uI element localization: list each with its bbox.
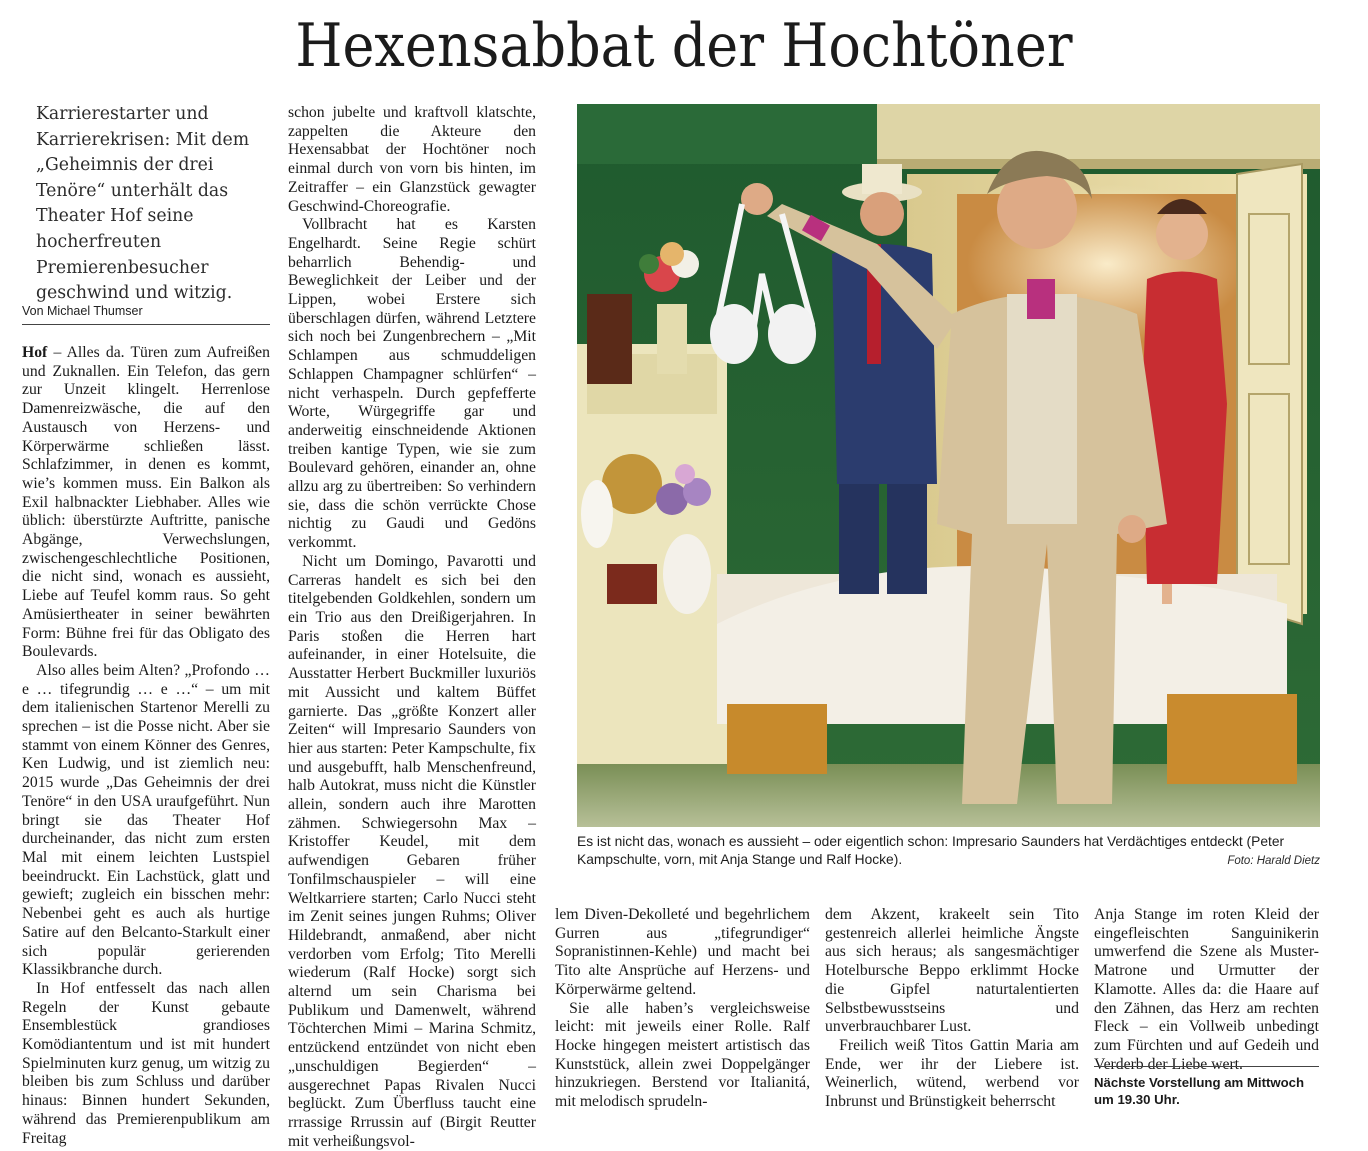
paragraph xyxy=(22,344,270,662)
photo-caption: Es ist nicht das, wonach es aussieht – oder eigentlich schon: Impresario Saunders hat Verdächtiges entdeckt (Peter Kampschulte, vorn, mit Anja Stange und Ralf Hocke). xyxy=(577,834,1285,867)
paragraph: Anja Stange im roten Kleid der eingefleischten Sanguinikerin umwerfend die Szene als Muster-Matrone und Urmutter der Klamotte. Alles da: die Haare auf den Zähnen, das Herz am rechten Fleck – ein Vollweib unbedingt zum Fürchten und auf Gedeih und Verderb der Liebe wert. xyxy=(1094,906,1319,1073)
stage-photo xyxy=(577,104,1320,827)
paragraph: lem Diven-Dekolleté und begehrlichem Gurren aus „tifegrundiger“ Sopranistinnen-Kehle) und macht bei Tito alte Ansprüche auf Herzens- und Körperwärme geltend. xyxy=(555,906,810,998)
next-performance-note: Nächste Vorstellung am Mittwoch um 19.30 Uhr. xyxy=(1094,1066,1319,1108)
column-1 xyxy=(22,344,270,1148)
paragraph: schon jubelte und kraftvoll klatschte, zappelten die Akteure den Hexensabbat der Hochtöner noch einmal durch von vorn bis hinten, im Zeitraffer – ein Glanzstück gewagter Geschwind-Choreografie. xyxy=(288,104,536,215)
paragraph: Sie alle haben’s vergleichsweise leicht: mit jeweils einer Rolle. Ralf Hocke hingegen meistert artistisch das Kunststück, allein zwei Doppelgänger hinzukriegen. Berstend vor Italianitá, mit melodisch sprudeln- xyxy=(555,999,810,1111)
column-4 xyxy=(825,906,1079,1112)
photo-credit: Foto: Harald Dietz xyxy=(1227,855,1320,867)
dateline: Hof xyxy=(22,344,48,361)
paragraph: Vollbracht hat es Karsten Engelhardt. Seine Regie schürt beharrlich Behendig- und Beweglichkeit der Leiber und der Lippen, wobei Erstere sich überschlagen dürfen, während Letztere sich noch bei Zungenbrechern – „Mit Schlampen aus schmuddeligen Schlappen Champagner schlürfen“ – nicht verhaspeln. Durch gepfefferte Worte, Würgegriffe gar und anderweitig einschneidende Aktionen treiben kantige Typen, wie sie zum Boulevard gehören, einander an, ohne allzu arg zu übertreiben: So verhindern sie, dass die schön verrückte Chose nichtig zu Gaudi und Gedöns verkommt. xyxy=(288,216,536,552)
headline: Hexensabbat der Hochtöner xyxy=(295,11,1073,81)
paragraph: In Hof entfesselt das nach allen Regeln der Kunst gebaute Ensemblestück grandioses Komödiantentum und ist mit hundert Spielminuten kurz genug, um witzig zu bleiben bis zum Schluss und darüber hinaus: Binnen hundert Sekunden, während das Premierenpublikum am Freitag xyxy=(22,979,270,1147)
paragraph: dem Akzent, krakeelt sein Tito gestenreich allerlei heimliche Ängste aus sich heraus; als sangesmächtiger Hotelbursche Beppo erklimmt Hocke die Gipfel naturtalentierten Selbstbewusstseins und unverbrauchbarer Lust. xyxy=(825,906,1079,1036)
paragraph: Nicht um Domingo, Pavarotti und Carreras handelt es sich bei den titelgebenden Goldkehlen, sondern um ein Trio aus den Dreißigerjahren. In Paris stoßen die Herren hart aufeinander, in einer Hotelsuite, die Ausstatter Herbert Buckmiller luxuriös mit Aussicht und kaltem Büffet garnierte. Das „größte Konzert aller Zeiten“ will Impresario Saunders von hier aus starten: Peter Kampschulte, fix und ausgebufft, halb Menschenfreund, halb Autokrat, muss nicht die Künstler allein, sondern auch ihre Marotten zähmen. Schwiegersohn Max – Kristoffer Keudel, mit dem aufwendigen Gebaren früher Tonfilmschauspieler – will eine Weltkarriere starten; Carlo Nucci steht im Zenit seines jungen Ruhms; Oliver Hildebrandt, anmaßend, aber nicht verdorben vom Erfolg; Tito Merelli wiederum (Ralf Hocke) sorgt sich alternd um sein Charisma bei Publikum und Damenwelt, während Töchterchen Mimi – Marina Schmitz, entzückend entzündet von nicht eben „unschuldigen Begierden“ – ausgerechnet Papas Rivalen Nucci beglückt. Zum Überfluss taucht eine rrrassige Rrrussin auf (Birgit Reutter mit verheißungsvol- xyxy=(288,552,536,1150)
paragraph-text: – Alles da. Türen zum Aufreißen und Zuknallen. Ein Telefon, das gern zur Unzeit klingelt. Herrenlose Damenreizwäsche, die auf den Austausch von Herzens- und Körperwärme schließen lässt. Schlafzimmer, in denen es kommt, wie’s kommen muss. Ein Balkon als Exil halbnackter Liebhaber. Alles wie üblich: überstürzte Auftritte, panische Abgänge, Verwechslungen, zwischengeschlechtliche Positionen, die nicht sind, wonach es aussieht, Liebe auf Teufel komm raus. So geht Amüsiertheater in seiner bewährten Form: Bühne frei für das Obligato des Boulevards. xyxy=(22,344,270,661)
column-5 xyxy=(1094,906,1319,1074)
column-3 xyxy=(555,906,810,1112)
paragraph: Also alles beim Alten? „Profondo … e … tifegrundig … e …“ – um mit dem italienischen Startenor Merelli zu sprechen – ist die Posse nicht. Aber sie stammt von einem Könner des Genres, Ken Ludwig, und ist ziemlich neu: 2015 wurde „Das Geheimnis der drei Tenöre“ in den USA uraufgeführt. Nun bringt sie das Theater Hof durcheinander, das nicht zum ersten Mal mit einem leichten Lustspiel beeindruckt. Ein Lachstück, glatt und gewieft; zugleich ein bisschen mehr: Nebenbei geht es auch als hurtige Satire auf den Belcanto-Starkult einer sich populär gerierenden Klassikbranche durch. xyxy=(22,661,270,979)
column-2 xyxy=(288,104,536,1151)
byline: Von Michael Thumser xyxy=(22,304,270,325)
lead-paragraph: Karrierestarter und Karrierekrisen: Mit dem „Geheimnis der drei Tenöre“ unterhält das Theater Hof seine hocherfreuten Premierenbesucher geschwind und witzig. xyxy=(36,104,250,304)
paragraph: Freilich weiß Titos Gattin Maria am Ende, wer ihr der Liebere ist. Weinerlich, wütend, werbend vor Inbrunst und Brünstigkeit beherrscht xyxy=(825,1036,1079,1111)
